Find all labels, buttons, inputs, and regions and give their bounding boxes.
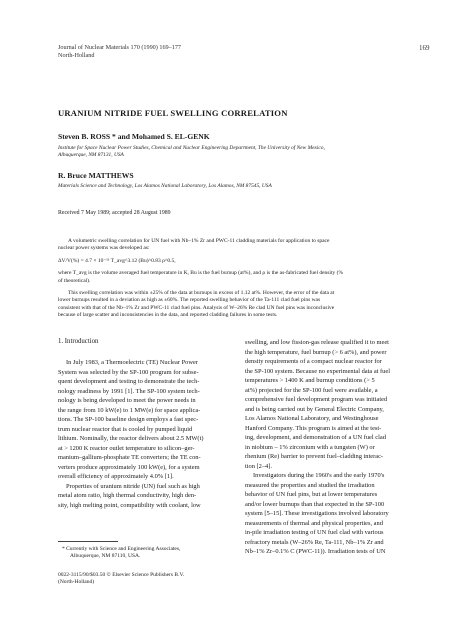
abstract-line: of theoretical). [58,277,91,284]
body-line: System was selected by the SP-100 program for subse- [58,368,199,376]
body-column-left [58,358,238,510]
body-line: verters produce approximately 100 kW(e), for a system [58,463,200,471]
body-line: Nb–1% Zr–0.1% C (PWC-11)). Irradiation tests of UN [245,548,386,555]
body-line: at > 1200 K reactor outlet temperature to silicon–ger- [58,444,195,452]
body-line: measured the properties and studied the irradiation [245,481,375,489]
paper-title: URANIUM NITRIDE FUEL SWELLING CORRELATION [58,108,288,118]
affiliation-1 [58,145,428,160]
affiliation-2: Materials Science and Technology, Los Alamos National Laboratory, Los Alamos, NM 87545, USA [58,183,272,189]
body-line: rhenium (Re) barrier to prevent fuel–cladding interac- [245,453,384,460]
body-line: comprehensive fuel development program was initiated [245,396,388,403]
author-line-2: R. Bruce MATTHEWS [58,171,134,180]
abstract-line: consistent with that of the Nb–1% Zr and PWC-11 clad fuel pins. Analysis of W–26% Re clad UN fuel pins was inconclusive [58,304,335,311]
body-line: Properties of uranium nitride (UN) fuel such as high [66,482,200,490]
swelling-equation: ΔV/V(%) = 4.7 × 10⁻¹¹ T_avg^3.12 (Bu)^0.83 ρ^0.5, [58,257,176,264]
body-line: Los Alamos National Laboratory, and Westinghouse [245,415,379,422]
abstract-line: where T_avg is the volume averaged fuel temperature in K, Bu is the fuel burnup (at%), and ρ is the as-fabricated fuel density (% [58,270,344,277]
abstract-line: because of large scatter and inconsistencies in the data, and reported cladding failures in some tests. [58,312,278,319]
body-line: in-pile irradiation testing of UN fuel clad with various [245,529,384,536]
body-line: the range from 10 kW(e) to 1 MW(e) for space applica- [58,406,201,414]
author-line-1: Steven B. ROSS * and Mohamed S. EL-GENK [58,132,210,141]
body-line: swelling, and low fission-gas release qualified it to meet [245,339,389,346]
body-line: overall efficiency of approximately 4.0% [1]. [58,473,174,480]
body-line: refractory metals (W–26% Re, Ta-111, Nb–1% Zr and [245,538,384,546]
copyright-line [58,572,184,586]
journal-citation: Journal of Nuclear Materials 170 (1990) 169–177 [58,44,182,51]
body-line: lithium. Nominally, the reactor delivers about 2.5 MW(t) [58,435,204,442]
body-line: at%) projected for the SP-100 fuel were available, a [245,386,378,394]
body-line: behavior of UN fuel pins, but at lower temperatures [245,491,378,498]
affiliation-1-line-2: Albuquerque, NM 87131, USA [58,152,124,159]
body-line: nology readiness by 1991 [1]. The SP-100 system tech- [58,387,200,395]
copyright-line-1: 0022-3115/90/$03.50 © Elsevier Science Publishers B.V. [58,572,185,578]
body-line: manium–gallium-phosphate TE converters; the TE con- [58,454,201,461]
received-dates: Received 7 May 1989; accepted 28 August 1989 [58,210,171,216]
page-number: 169 [419,44,430,52]
body-line: Hanford Company. This program is aimed at the test- [245,424,382,432]
body-line: and/or lower burnups than that expected in the SP-100 [245,500,385,508]
abstract-line: lower burnups resulted in a deviation as high as ±60%. The reported swelling behavior of the Ta-111 clad fuel pins was [58,297,321,304]
body-line: measurements of thermal and physical properties, and [245,519,383,527]
body-line: and is being carried out by General Electric Company, [245,405,384,413]
abstract-line: nuclear power systems was developed as: [58,245,150,252]
body-line: sity, high melting point, compatibility with coolant, low [58,501,201,509]
body-line: system [5–15]. These investigations involved laboratory [245,510,389,517]
body-line: density requirements of a compact nuclear reactor for [245,358,382,365]
abstract-line: A volumetric swelling correlation for UN fuel with Nb–1% Zr and PWC-11 cladding materials for application to space [68,238,330,244]
body-line: Investigators during the 1960's and the early 1970's [253,472,385,479]
footnote-line-2: Albuquerque, NM 87110, USA. [70,553,141,560]
body-line: in niobium – 1% zirconium with a tungsten (W) or [245,443,375,451]
body-line: trum nuclear reactor that is cooled by pumped liquid [58,425,193,433]
body-line: temperatures > 1400 K and burnup conditions (> 5 [245,377,375,384]
copyright-line-2: (North-Holland) [58,579,95,586]
section-heading: 1. Introduction [58,338,99,345]
footnote-rule [58,541,118,542]
body-line: the SP-100 system. Because no experimental data at fuel [245,367,390,375]
body-line: metal atom ratio, high thermal conductivity, high den- [58,492,197,499]
body-line: quent development and testing to demonstrate the tech- [58,378,200,385]
body-column-right [245,338,426,557]
affiliation-1-line-1: Institute for Space Nuclear Power Studies, Chemical and Nuclear Engineering Department, The University of New Mexico, [58,145,325,151]
body-line: the high temperature, fuel burnup (> 6 at%), and power [245,348,387,356]
body-line: tions. The SP-100 baseline design employs a fast spec- [58,416,199,423]
footnote [58,546,238,560]
body-line: ing, development, and demonstration of a UN fuel clad [245,434,386,441]
abstract [58,238,420,320]
body-line: tion [2–4]. [245,462,272,470]
publisher-line: North-Holland [58,52,95,59]
body-line: nology is being developed to meet the power needs in [58,397,196,404]
abstract-line: This swelling correlation was within ±25% of the data at burnups in excess of 1.12 at%. However, the error of the data at [68,290,335,297]
footnote-line-1: * Currently with Science and Engineering Associates, [62,546,181,552]
body-line: In July 1983, a Thermoelectric (TE) Nuclear Power [66,359,198,366]
